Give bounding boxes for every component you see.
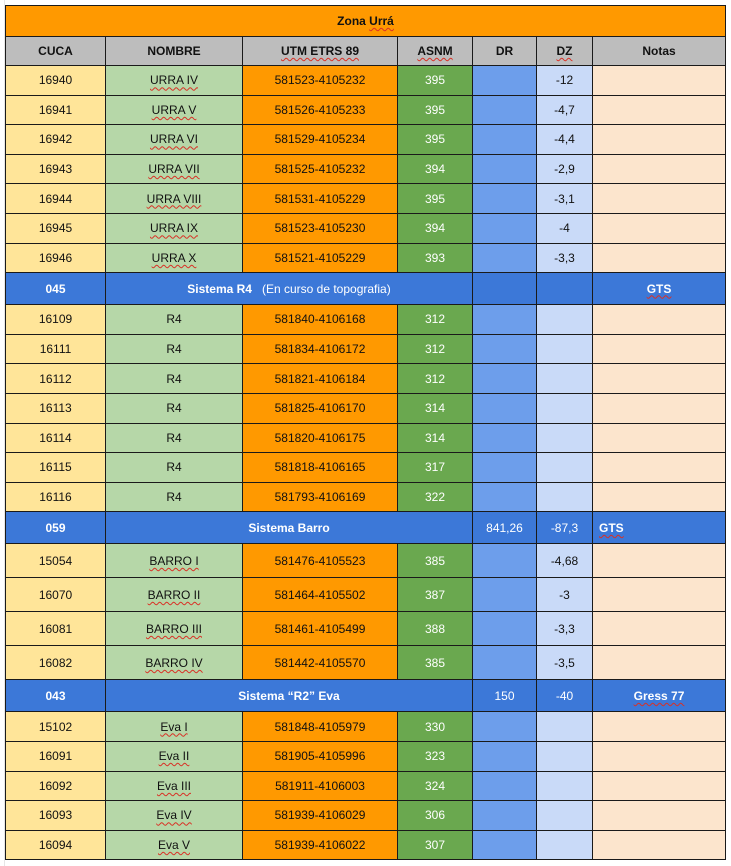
cell-nombre-text: R4 [166,460,182,475]
cell-asnm: 395 [398,184,473,214]
cell-dz [537,334,593,364]
cell-asnm: 314 [398,393,473,423]
cell-utm: 581821-4106184 [243,364,398,394]
cell-dr [473,393,537,423]
cell-notas [593,125,726,155]
cell-nombre [106,213,243,243]
table-row [6,213,726,243]
cell-asnm: 306 [398,801,473,831]
cell-notas [593,646,726,680]
cell-dr [473,741,537,771]
cell-dz [537,830,593,860]
section-note: (En curso de topografia) [261,281,391,296]
cell-utm: 581834-4106172 [243,334,398,364]
cell-nombre [106,243,243,273]
section-name: Sistema “R2” Eva [238,688,340,703]
cell-nombre-text: URRA X [151,250,197,265]
cell-nombre-text: R4 [166,371,182,386]
cell-cuca: 16092 [6,771,106,801]
cell-utm: 581825-4106170 [243,393,398,423]
cell-dr [473,830,537,860]
cell-notas [593,578,726,612]
cell-dr [473,646,537,680]
table-row [6,801,726,831]
cell-nombre [106,125,243,155]
cell-asnm: 322 [398,482,473,512]
header-asnm-label: ASNM [417,44,453,58]
cell-nombre-text: BARRO II [147,587,201,602]
cell-dr [473,578,537,612]
cell-notas [593,544,726,578]
cell-utm: 581521-4105229 [243,243,398,273]
cell-nombre-text: Eva III [156,778,191,793]
table-row [6,154,726,184]
cell-notas [593,213,726,243]
cell-dr [473,305,537,335]
section-dr: 841,26 [473,512,537,544]
cell-asnm: 388 [398,612,473,646]
cell-nombre-text: Eva I [160,719,188,734]
cell-nombre [106,646,243,680]
cell-nombre-text: URRA VIII [146,191,202,206]
cell-utm: 581939-4106022 [243,830,398,860]
table-row [6,712,726,742]
cell-nombre-text: BARRO I [149,553,199,568]
cell-notas [593,830,726,860]
cell-dr [473,95,537,125]
cell-cuca: 16944 [6,184,106,214]
cell-nombre [106,393,243,423]
cell-nombre [106,305,243,335]
cell-cuca: 16081 [6,612,106,646]
table-row [6,612,726,646]
cell-dr [473,66,537,96]
cell-dr [473,334,537,364]
table-title [6,6,726,37]
cell-nombre [106,453,243,483]
cell-cuca: 15054 [6,544,106,578]
cell-notas [593,801,726,831]
cell-dz [537,423,593,453]
cell-notas [593,393,726,423]
table-row [6,578,726,612]
cell-dr [473,213,537,243]
cell-nombre-text: R4 [166,401,182,416]
section-notas-label: GTS [646,281,672,296]
cell-asnm: 307 [398,830,473,860]
cell-notas [593,712,726,742]
cell-dz [537,712,593,742]
cell-dr [473,423,537,453]
table-row [6,482,726,512]
cell-cuca: 16113 [6,393,106,423]
cell-nombre [106,66,243,96]
section-dz [537,273,593,305]
cell-nombre [106,423,243,453]
cell-nombre-text: URRA IV [149,73,198,88]
cell-cuca: 16093 [6,801,106,831]
cell-dz [537,801,593,831]
cell-nombre [106,801,243,831]
cell-cuca: 16115 [6,453,106,483]
cell-dr [473,453,537,483]
cell-nombre [106,712,243,742]
header-cuca: CUCA [6,37,106,66]
cell-utm: 581911-4106003 [243,771,398,801]
cell-asnm: 394 [398,154,473,184]
cell-cuca: 16111 [6,334,106,364]
cell-dz [537,453,593,483]
cell-utm: 581523-4105232 [243,66,398,96]
cell-cuca: 16091 [6,741,106,771]
cell-dr [473,154,537,184]
cell-nombre-text: Eva IV [156,808,192,823]
cell-nombre-text: URRA IX [149,221,198,236]
cell-asnm: 330 [398,712,473,742]
cell-utm: 581526-4105233 [243,95,398,125]
header-row [6,37,726,66]
cell-asnm: 393 [398,243,473,273]
section-dr: 150 [473,680,537,712]
cell-utm: 581793-4106169 [243,482,398,512]
cell-notas [593,364,726,394]
cell-notas [593,154,726,184]
table-row [6,184,726,214]
header-asnm [398,37,473,66]
header-dr: DR [473,37,537,66]
section-name-cell [106,512,473,544]
cell-nombre [106,612,243,646]
cell-asnm: 395 [398,125,473,155]
section-notas-label: GTS [599,520,624,535]
cell-dz: -4,7 [537,95,593,125]
cell-cuca: 15102 [6,712,106,742]
table-row [6,305,726,335]
cell-utm: 581464-4105502 [243,578,398,612]
cell-asnm: 395 [398,95,473,125]
table-row [6,66,726,96]
zona-urra-table [5,5,726,860]
cell-cuca: 16940 [6,66,106,96]
header-nombre: NOMBRE [106,37,243,66]
cell-asnm: 324 [398,771,473,801]
section-notas [593,273,726,305]
cell-notas [593,482,726,512]
document-table-container [5,5,725,860]
cell-dz: -3,5 [537,646,593,680]
section-cuca: 043 [6,680,106,712]
cell-nombre-text: Eva V [157,837,190,852]
cell-cuca: 16116 [6,482,106,512]
table-row [6,125,726,155]
section-notas [593,680,726,712]
table-row [6,364,726,394]
cell-dz [537,741,593,771]
cell-asnm: 323 [398,741,473,771]
cell-cuca: 16112 [6,364,106,394]
table-row [6,95,726,125]
cell-dz: -3 [537,578,593,612]
cell-utm: 581820-4106175 [243,423,398,453]
cell-nombre [106,771,243,801]
cell-utm: 581442-4105570 [243,646,398,680]
cell-utm: 581818-4106165 [243,453,398,483]
header-utm-label: UTM ETRS 89 [280,44,359,58]
cell-notas [593,612,726,646]
header-dz [537,37,593,66]
table-row [6,453,726,483]
cell-asnm: 385 [398,646,473,680]
cell-nombre [106,578,243,612]
cell-cuca: 16946 [6,243,106,273]
section-dz: -40 [537,680,593,712]
cell-nombre-text: BARRO IV [145,655,203,670]
header-notas: Notas [593,37,726,66]
cell-dr [473,243,537,273]
cell-dz: -12 [537,66,593,96]
cell-notas [593,334,726,364]
cell-nombre-text: URRA V [151,102,197,117]
cell-notas [593,243,726,273]
section-cuca: 045 [6,273,106,305]
cell-notas [593,453,726,483]
cell-nombre-text: R4 [166,490,182,505]
cell-cuca: 16094 [6,830,106,860]
cell-asnm: 395 [398,66,473,96]
cell-cuca: 16942 [6,125,106,155]
cell-asnm: 394 [398,213,473,243]
cell-nombre-text: R4 [166,312,182,327]
cell-nombre-text: URRA VII [148,162,200,177]
cell-dz: -4 [537,213,593,243]
section-header-row [6,512,726,544]
section-header-row [6,680,726,712]
cell-cuca: 16943 [6,154,106,184]
cell-dr [473,712,537,742]
cell-notas [593,741,726,771]
table-row [6,830,726,860]
cell-asnm: 385 [398,544,473,578]
table-row [6,423,726,453]
cell-utm: 581531-4105229 [243,184,398,214]
cell-cuca: 16070 [6,578,106,612]
cell-asnm: 312 [398,334,473,364]
cell-asnm: 317 [398,453,473,483]
cell-asnm: 312 [398,305,473,335]
title-prefix: Zona [337,14,370,28]
cell-nombre [106,741,243,771]
cell-dz: -4,68 [537,544,593,578]
cell-notas [593,771,726,801]
title-row [6,6,726,37]
table-row [6,771,726,801]
cell-notas [593,95,726,125]
section-notas [593,512,726,544]
section-dr [473,273,537,305]
cell-dr [473,364,537,394]
title-name: Urrá [369,14,394,28]
table-row [6,393,726,423]
cell-nombre-text: BARRO III [145,621,202,636]
cell-dr [473,801,537,831]
section-notas-label: Gress 77 [633,688,685,703]
cell-cuca: 16114 [6,423,106,453]
cell-asnm: 312 [398,364,473,394]
cell-cuca: 16082 [6,646,106,680]
cell-dz: -3,1 [537,184,593,214]
cell-notas [593,184,726,214]
header-dz-label: DZ [556,44,573,58]
cell-dr [473,482,537,512]
cell-nombre [106,830,243,860]
cell-dz [537,364,593,394]
cell-dz [537,771,593,801]
cell-nombre-text: R4 [166,342,182,357]
cell-cuca: 16109 [6,305,106,335]
cell-nombre-text: URRA VI [149,132,198,147]
cell-asnm: 314 [398,423,473,453]
table-row [6,741,726,771]
section-name-cell [106,273,473,305]
table-row [6,334,726,364]
cell-dr [473,184,537,214]
section-name-cell [106,680,473,712]
cell-nombre [106,184,243,214]
cell-asnm: 387 [398,578,473,612]
cell-utm: 581476-4105523 [243,544,398,578]
section-name: Sistema R4 [187,281,252,296]
cell-dz [537,305,593,335]
cell-utm: 581525-4105232 [243,154,398,184]
cell-utm: 581523-4105230 [243,213,398,243]
cell-dz: -4,4 [537,125,593,155]
cell-nombre-text: Eva II [158,749,190,764]
cell-dz: -3,3 [537,612,593,646]
cell-utm: 581939-4106029 [243,801,398,831]
table-row [6,646,726,680]
cell-dr [473,612,537,646]
cell-dz [537,393,593,423]
cell-nombre [106,544,243,578]
cell-utm: 581905-4105996 [243,741,398,771]
cell-notas [593,423,726,453]
section-cuca: 059 [6,512,106,544]
cell-utm: 581529-4105234 [243,125,398,155]
cell-utm: 581461-4105499 [243,612,398,646]
table-row [6,544,726,578]
table-body [6,6,726,860]
cell-utm: 581840-4106168 [243,305,398,335]
cell-nombre [106,95,243,125]
cell-dr [473,771,537,801]
cell-nombre [106,482,243,512]
cell-nombre [106,154,243,184]
cell-nombre [106,364,243,394]
cell-nombre [106,334,243,364]
cell-notas [593,66,726,96]
section-name: Sistema Barro [248,520,330,535]
table-row [6,243,726,273]
cell-dr [473,125,537,155]
cell-dz: -2,9 [537,154,593,184]
header-utm [243,37,398,66]
cell-dz: -3,3 [537,243,593,273]
cell-cuca: 16941 [6,95,106,125]
cell-dr [473,544,537,578]
cell-utm: 581848-4105979 [243,712,398,742]
cell-cuca: 16945 [6,213,106,243]
cell-dz [537,482,593,512]
section-dz: -87,3 [537,512,593,544]
section-header-row [6,273,726,305]
cell-nombre-text: R4 [166,430,182,445]
cell-notas [593,305,726,335]
